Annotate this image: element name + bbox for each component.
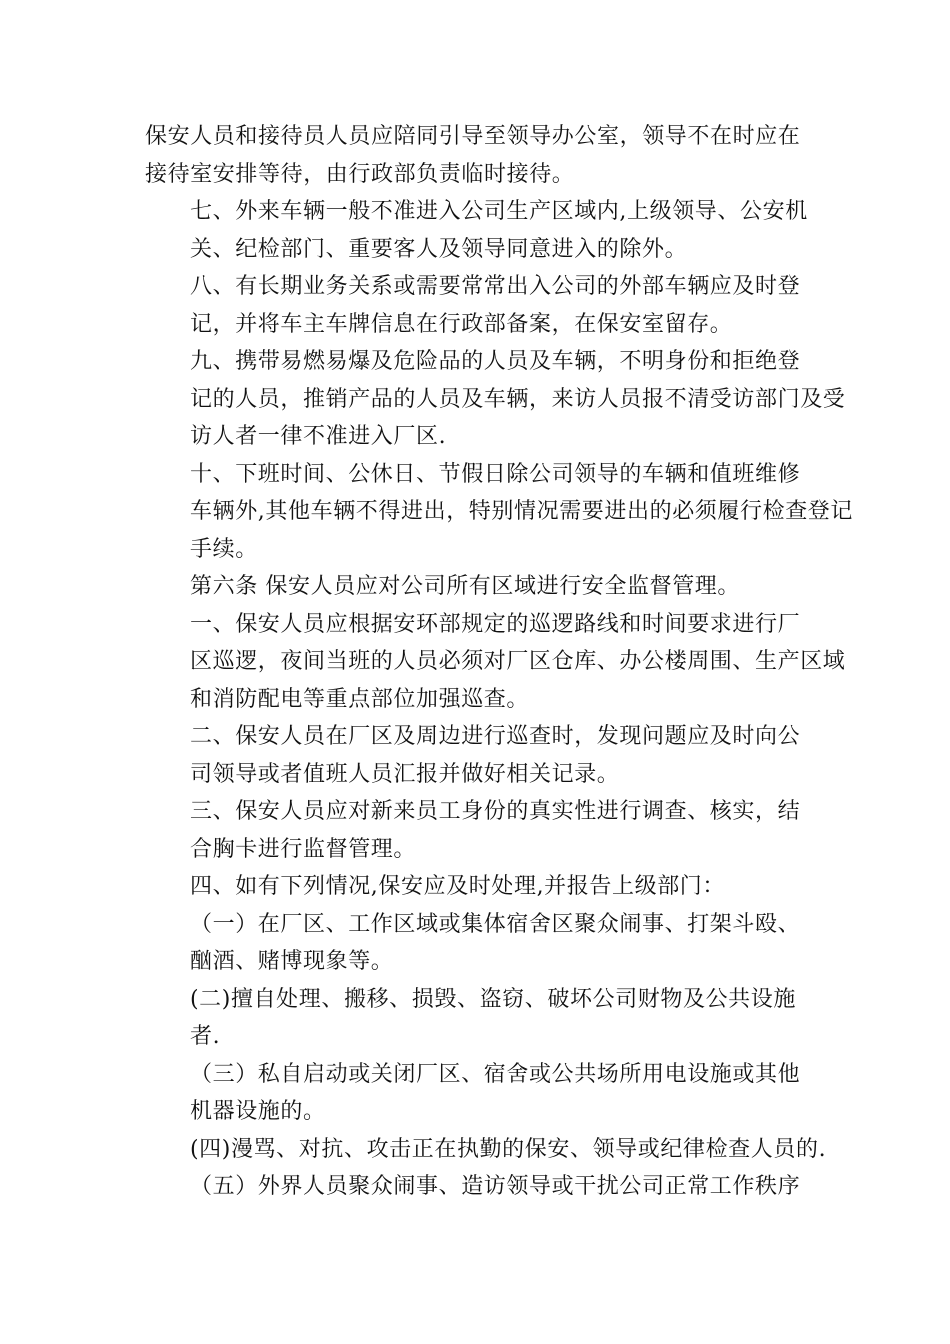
paragraph bbox=[145, 906, 807, 981]
paragraph bbox=[145, 606, 846, 719]
paragraph bbox=[145, 1056, 807, 1131]
paragraph-line: 合胸卡进行监督管理。 bbox=[190, 836, 417, 862]
paragraph bbox=[145, 568, 807, 606]
paragraph bbox=[145, 981, 807, 1056]
paragraph-line: 一、保安人员应根据安环部规定的巡逻路线和时间要求进行厂 bbox=[190, 611, 801, 637]
paragraph bbox=[145, 193, 807, 268]
paragraph-line: 司领导或者值班人员汇报并做好相关记录。 bbox=[190, 761, 620, 787]
paragraph-line: 和消防配电等重点部位加强巡查。 bbox=[190, 686, 530, 712]
paragraph-line: 四、如有下列情况,保安应及时处理,并报告上级部门： bbox=[190, 874, 725, 899]
paragraph bbox=[145, 1168, 807, 1206]
paragraph bbox=[145, 793, 807, 868]
paragraph-line: 保安人员和接待员人员应陪同引导至领导办公室，领导不在时应在 bbox=[145, 124, 801, 149]
paragraph-line: （一）在厂区、工作区域或集体宿舍区聚众闹事、打架斗殴、 bbox=[190, 911, 801, 937]
paragraph-line: 记的人员，推销产品的人员及车辆，来访人员报不清受访部门及受 bbox=[190, 386, 846, 412]
paragraph-line: 手续。 bbox=[190, 536, 258, 562]
paragraph-line: （三）私自启动或关闭厂区、宿舍或公共场所用电设施或其他 bbox=[190, 1061, 801, 1087]
paragraph-line: 十、下班时间、公休日、节假日除公司领导的车辆和值班维修 bbox=[190, 461, 801, 487]
paragraph-line: 访人者一律不准进入厂区. bbox=[190, 424, 447, 449]
paragraph bbox=[145, 343, 846, 456]
paragraph-line: (二)擅自处理、搬移、损毁、盗窃、破坏公司财物及公共设施 bbox=[190, 986, 796, 1012]
paragraph-line: 者. bbox=[190, 1024, 221, 1049]
paragraph-line: (四)漫骂、对抗、攻击正在执勤的保安、领导或纪律检查人员的. bbox=[190, 1136, 827, 1162]
paragraph-line: 关、纪检部门、重要客人及领导同意进入的除外。 bbox=[190, 236, 688, 262]
paragraph-line: 九、携带易燃易爆及危险品的人员及车辆，不明身份和拒绝登 bbox=[190, 349, 801, 374]
paragraph-line: 记，并将车主车牌信息在行政部备案，在保安室留存。 bbox=[190, 311, 733, 337]
paragraph bbox=[145, 456, 853, 569]
paragraph-line: （五）外界人员聚众闹事、造访领导或干扰公司正常工作秩序 bbox=[190, 1174, 801, 1199]
paragraph bbox=[145, 118, 807, 193]
paragraph-line: 机器设施的。 bbox=[190, 1099, 326, 1124]
paragraph bbox=[145, 268, 807, 343]
paragraph bbox=[145, 868, 807, 906]
paragraph-line: 七、外来车辆一般不准进入公司生产区域内,上级领导、公安机 bbox=[190, 199, 808, 224]
paragraph-line: 车辆外,其他车辆不得进出，特别情况需要进出的必须履行检查登记 bbox=[190, 499, 853, 524]
document-body bbox=[145, 118, 853, 1206]
paragraph-line: 三、保安人员应对新来员工身份的真实性进行调查、核实，结 bbox=[190, 799, 801, 824]
paragraph bbox=[145, 1131, 827, 1169]
paragraph-line: 区巡逻，夜间当班的人员必须对厂区仓库、办公楼周围、生产区域 bbox=[190, 649, 846, 674]
paragraph bbox=[145, 718, 807, 793]
paragraph-line: 酗酒、赌博现象等。 bbox=[190, 949, 394, 974]
paragraph-line: 第六条 保安人员应对公司所有区域进行安全监督管理。 bbox=[190, 574, 740, 599]
paragraph-line: 接待室安排等待，由行政部负责临时接待。 bbox=[145, 161, 575, 187]
paragraph-line: 八、有长期业务关系或需要常常出入公司的外部车辆应及时登 bbox=[190, 274, 801, 299]
paragraph-line: 二、保安人员在厂区及周边进行巡查时，发现问题应及时向公 bbox=[190, 724, 801, 749]
